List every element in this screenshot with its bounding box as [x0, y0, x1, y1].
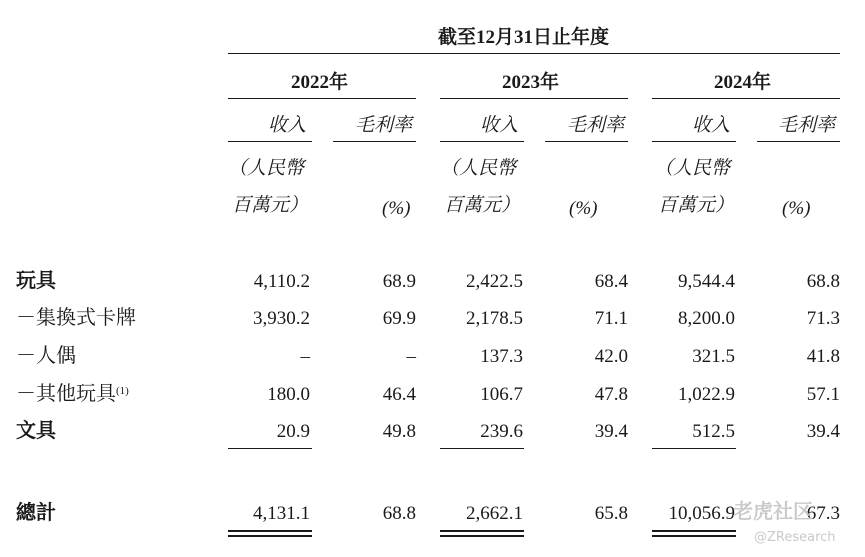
- subtotal-rule-2022: [228, 448, 312, 449]
- row-label-other-toys: [16, 384, 129, 404]
- col-revenue-2023: 收入: [480, 115, 519, 136]
- year-rule-2023: [440, 98, 628, 99]
- cell-total-rev-2023: 2,662.1: [466, 503, 523, 524]
- cell-cards-rev-2024: 8,200.0: [678, 308, 735, 329]
- cell-figures-rev-2022: –: [300, 346, 310, 367]
- year-2023: 2023年: [502, 72, 560, 93]
- unit-margin-2023: (%): [569, 198, 598, 219]
- subtotal-rule-2024: [652, 448, 736, 449]
- total-double-rule-2023: [440, 530, 524, 532]
- period-heading: 截至12月31日止年度: [438, 27, 610, 48]
- total-double-rule-2024: [652, 535, 736, 537]
- col-margin-2024: 毛利率: [778, 115, 836, 136]
- cell-other-rev-2024: 1,022.9: [678, 384, 735, 405]
- cell-total-margin-2022: 68.8: [382, 503, 416, 524]
- cell-figures-rev-2024: 321.5: [692, 346, 735, 367]
- unit-revenue-2024-l2: 百萬元）: [658, 195, 735, 216]
- cell-figures-rev-2023: 137.3: [480, 346, 523, 367]
- cell-stationery-rev-2022: 20.9: [276, 421, 310, 442]
- watermark-handle: @ZResearch: [754, 530, 836, 545]
- footnote-marker: (1): [116, 385, 129, 397]
- unit-revenue-2023-l2: 百萬元）: [444, 195, 521, 216]
- cell-stationery-margin-2022: 49.8: [382, 421, 416, 442]
- cell-cards-rev-2023: 2,178.5: [466, 308, 523, 329]
- year-2024: 2024年: [714, 72, 772, 93]
- cell-other-margin-2022: 46.4: [382, 384, 416, 405]
- row-label-trading-cards: －集換式卡牌: [16, 307, 136, 329]
- col-margin-2023: 毛利率: [567, 115, 625, 136]
- cell-toys-margin-2022: 68.9: [382, 271, 416, 292]
- cell-other-rev-2022: 180.0: [267, 384, 310, 405]
- col-margin-2022: 毛利率: [355, 115, 413, 136]
- unit-margin-2022: (%): [382, 198, 411, 219]
- total-double-rule-2022: [228, 535, 312, 537]
- unit-revenue-2022-l2: 百萬元）: [232, 195, 309, 216]
- subcol-rule: [652, 141, 736, 142]
- watermark-brand: 老虎社区: [733, 499, 813, 523]
- total-double-rule-2024: [652, 530, 736, 532]
- subcol-rule: [440, 141, 524, 142]
- total-double-rule-2023: [440, 535, 524, 537]
- cell-toys-rev-2023: 2,422.5: [466, 271, 523, 292]
- col-revenue-2022: 收入: [268, 115, 307, 136]
- subtotal-rule-2023: [440, 448, 524, 449]
- cell-toys-rev-2022: 4,110.2: [253, 271, 310, 292]
- subcol-rule: [333, 141, 416, 142]
- cell-cards-rev-2022: 3,930.2: [253, 308, 310, 329]
- subcol-rule: [757, 141, 840, 142]
- cell-stationery-rev-2023: 239.6: [480, 421, 523, 442]
- unit-revenue-2024-l1: （人民幣: [654, 158, 731, 179]
- row-label-stationery: 文具: [16, 420, 56, 442]
- header-rule: [228, 53, 840, 54]
- row-label-figures: －人偶: [16, 345, 76, 367]
- row-label-toys: 玩具: [16, 270, 56, 292]
- cell-figures-margin-2022: –: [406, 346, 416, 367]
- cell-stationery-rev-2024: 512.5: [692, 421, 735, 442]
- cell-other-rev-2023: 106.7: [480, 384, 523, 405]
- unit-margin-2024: (%): [782, 198, 811, 219]
- cell-stationery-margin-2024: 39.4: [806, 421, 840, 442]
- cell-toys-rev-2024: 9,544.4: [678, 271, 735, 292]
- year-2022: 2022年: [291, 72, 349, 93]
- cell-total-rev-2022: 4,131.1: [253, 503, 310, 524]
- col-revenue-2024: 收入: [692, 115, 731, 136]
- cell-cards-margin-2023: 71.1: [594, 308, 628, 329]
- cell-figures-margin-2023: 42.0: [594, 346, 628, 367]
- year-rule-2022: [228, 98, 416, 99]
- cell-toys-margin-2024: 68.8: [806, 271, 840, 292]
- row-label-other-toys-text: －其他玩具: [16, 383, 116, 405]
- cell-other-margin-2024: 57.1: [806, 384, 840, 405]
- cell-cards-margin-2022: 69.9: [382, 308, 416, 329]
- cell-total-rev-2024: 10,056.9: [668, 503, 735, 524]
- cell-toys-margin-2023: 68.4: [594, 271, 628, 292]
- cell-total-margin-2024: 67.3: [806, 503, 840, 524]
- subcol-rule: [545, 141, 628, 142]
- cell-cards-margin-2024: 71.3: [806, 308, 840, 329]
- unit-revenue-2022-l1: （人民幣: [228, 158, 305, 179]
- cell-figures-margin-2024: 41.8: [806, 346, 840, 367]
- row-label-total: 總計: [16, 502, 56, 524]
- cell-total-margin-2023: 65.8: [594, 503, 628, 524]
- unit-revenue-2023-l1: （人民幣: [440, 158, 517, 179]
- cell-other-margin-2023: 47.8: [594, 384, 628, 405]
- total-double-rule-2022: [228, 530, 312, 532]
- cell-stationery-margin-2023: 39.4: [594, 421, 628, 442]
- year-rule-2024: [652, 98, 840, 99]
- subcol-rule: [228, 141, 312, 142]
